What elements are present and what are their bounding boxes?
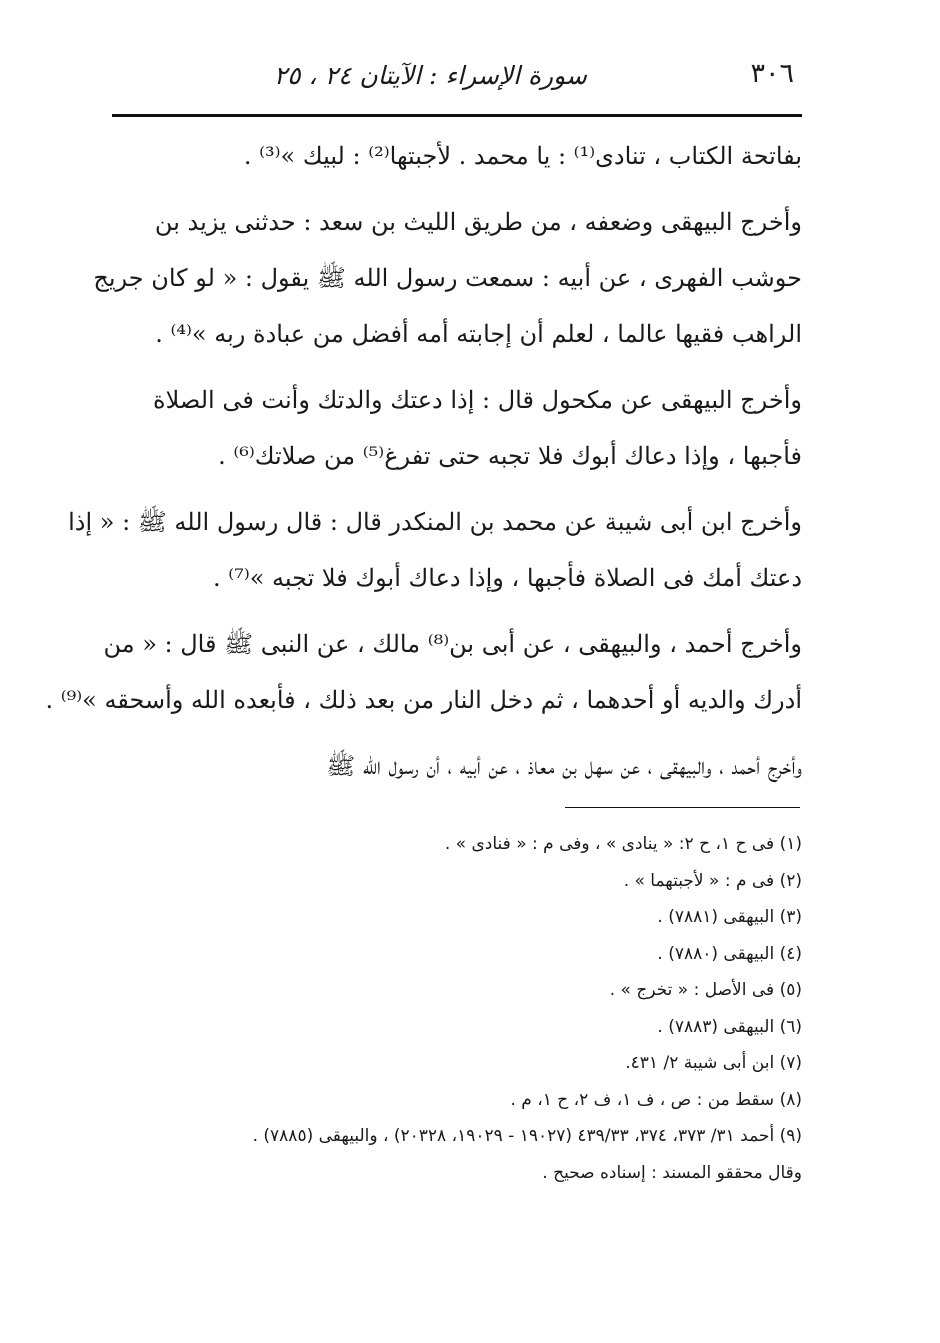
paragraph-2 — [93, 194, 802, 362]
main-text — [45, 128, 802, 794]
text-line: بفاتحة الكتاب ، تنادى⁽¹⁾ : يا محمد . لأجبتها⁽²⁾ : لبيك »⁽³⁾ . — [243, 142, 802, 170]
paragraph-5 — [45, 616, 802, 728]
paragraph-4 — [68, 494, 802, 606]
paragraph-1 — [112, 128, 802, 184]
footnote-1: (١) فى ح ١، ح ٢: « ينادى » ، وفى م : « فنادى » . — [444, 834, 802, 854]
running-title: سورة الإسراء : الآيتان ٢٤ ، ٢٥ — [273, 61, 587, 90]
footnote-5: (٥) فى الأصل : « تخرج » . — [609, 980, 802, 1000]
paragraph-3 — [112, 372, 802, 484]
text-line: حوشب الفهرى ، عن أبيه : سمعت رسول الله ﷺ يقول : « لو كان جريج — [93, 264, 802, 292]
footnote-9-continued: وقال محققو المسند : إسناده صحيح . — [542, 1162, 802, 1183]
text-line: دعتك أمك فى الصلاة فأجبها ، وإذا دعاك أبوك فلا تجبه »⁽⁷⁾ . — [213, 564, 802, 592]
footnote-4: (٤) البيهقى (٧٨٨٠) . — [657, 943, 802, 964]
text-line: الراهب فقيها عالما ، لعلم أن إجابته أمه أفضل من عبادة ربه »⁽⁴⁾ . — [155, 320, 802, 348]
page-number: ٣٠٦ — [750, 58, 794, 89]
header-rule — [112, 114, 802, 117]
text-line: وأخرج ابن أبى شيبة عن محمد بن المنكدر قال : قال رسول الله ﷺ : « إذا — [68, 508, 802, 536]
text-line: وأخرج أحمد ، والبيهقى ، عن سهل بن معاذ ، عن أبيه ، أن رسول الله ﷺ — [326, 752, 802, 780]
footnote-8: (٨) سقط من : ص ، ف ١، ف ٢، ح ١، م . — [510, 1089, 802, 1110]
footnote-2: (٢) فى م : « لأجبتهما » . — [623, 870, 802, 891]
footnote-9: (٩) أحمد ٣١/ ٣٧٣، ٣٧٤، ٤٣٩/٣٣ (١٩٠٢٧ - ١٩٠٢٩، ٢٠٣٢٨) ، والبيهقى (٧٨٨٥) . — [252, 1126, 802, 1146]
paragraph-6 — [112, 738, 802, 794]
text-line: وأخرج البيهقى وضعفه ، من طريق الليث بن سعد : حدثنى يزيد بن — [154, 208, 802, 236]
footnote-separator — [565, 807, 800, 808]
text-line: وأخرج أحمد ، والبيهقى ، عن أبى بن⁽⁸⁾ مالك ، عن النبى ﷺ قال : « من — [103, 630, 802, 658]
text-line: وأخرج البيهقى عن مكحول قال : إذا دعتك والدتك وأنت فى الصلاة — [153, 386, 802, 414]
text-line: أدرك والديه أو أحدهما ، ثم دخل النار من بعد ذلك ، فأبعده الله وأسحقه »⁽⁹⁾ . — [45, 686, 802, 714]
text-line: فأجبها ، وإذا دعاك أبوك فلا تجبه حتى تفرغ⁽⁵⁾ من صلاتك⁽⁶⁾ . — [218, 442, 802, 470]
page-header — [112, 56, 802, 100]
footnote-6: (٦) البيهقى (٧٨٨٣) . — [657, 1016, 802, 1037]
footnote-3: (٣) البيهقى (٧٨٨١) . — [657, 907, 802, 927]
footnote-7: (٧) ابن أبى شيبة ٢/ ٤٣١. — [625, 1053, 802, 1073]
footnotes — [112, 826, 802, 1191]
